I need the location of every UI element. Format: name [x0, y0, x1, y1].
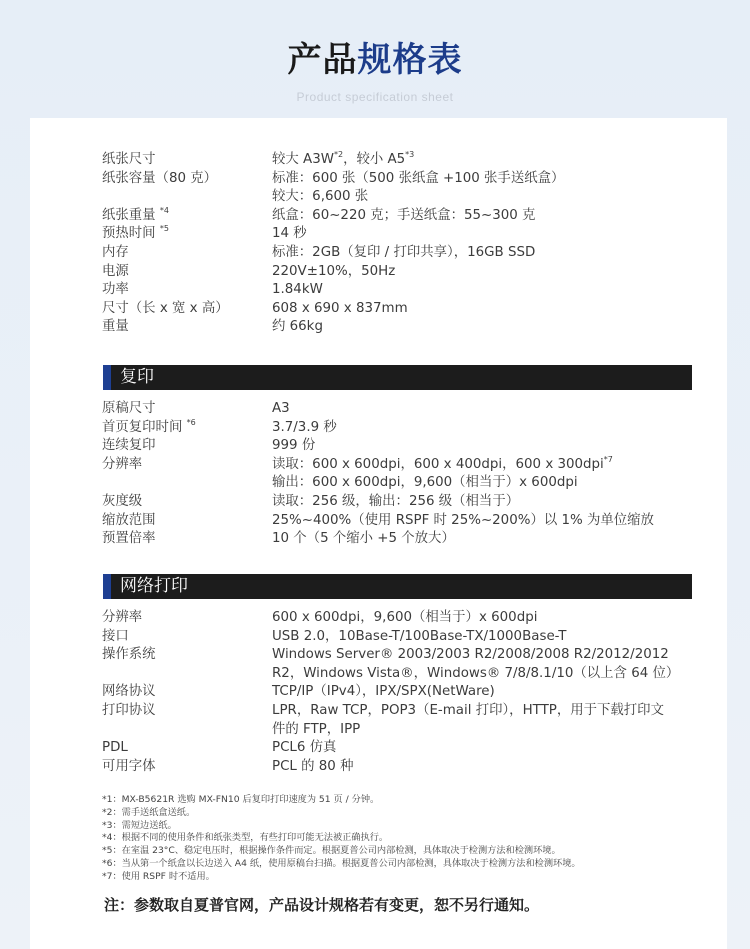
spec-row [102, 530, 702, 549]
spec-label: 连续复印 [102, 438, 156, 454]
spec-value: 220V±10%，50Hz [272, 263, 396, 279]
spec-label [102, 665, 272, 684]
spec-value [272, 151, 692, 170]
spec-row [102, 456, 702, 475]
spec-row [102, 512, 702, 531]
spec-row [102, 437, 702, 456]
page-title [0, 36, 750, 84]
footnote-ref: *3 [405, 150, 415, 159]
spec-value: 件的 FTP，IPP [272, 721, 361, 737]
spec-row [102, 244, 702, 263]
footnote-ref: *6 [186, 417, 196, 427]
spec-value-text: 读取：600 x 600dpi，600 x 400dpi，600 x 300dpi [272, 456, 604, 472]
page-title-part2: 规格表 [357, 40, 463, 80]
spec-label [102, 188, 272, 207]
spec-label: 网络协议 [102, 684, 156, 700]
footnote: *5：在室温 23°C、稳定电压时，根据操作条件而定。根据夏普公司内部检测，具体取决于检测方法和检测环境。 [102, 845, 561, 857]
spec-label: 操作系统 [102, 647, 156, 663]
spec-row [102, 702, 702, 721]
print-specs [102, 609, 702, 776]
spec-value: LPR，Raw TCP，POP3（E-mail 打印），HTTP，用于下载打印文 [272, 702, 664, 718]
footnote: *6：当从第一个纸盒以长边送入 A4 纸，使用原稿台扫描。根据夏普公司内部检测，具体取决于检测方法和检测环境。 [102, 857, 581, 869]
footnotes [102, 794, 702, 884]
spec-value: 3.7/3.9 秒 [272, 419, 337, 435]
spec-label: 可用字体 [102, 758, 156, 774]
spec-label: 接口 [102, 628, 129, 644]
spec-label: 内存 [102, 244, 129, 260]
footnote-ref: *4 [159, 205, 169, 215]
spec-row [102, 665, 702, 684]
spec-value: USB 2.0，10Base-T/100Base-TX/1000Base-T [272, 628, 567, 644]
footnote: *2：需手送纸盒送纸。 [102, 806, 196, 818]
general-specs [102, 151, 702, 337]
spec-value-text: 较大 A3W [272, 152, 334, 167]
section-heading-copy: 复印 [103, 365, 692, 390]
spec-value: Windows Server® 2003/2003 R2/2008/2008 R2/2012/2012 [272, 647, 669, 663]
spec-label [102, 207, 272, 226]
spec-value: 600 x 600dpi，9,600（相当于）x 600dpi [272, 610, 538, 625]
spec-value: PCL6 仿真 [272, 740, 337, 756]
spec-value: A3 [272, 401, 290, 416]
spec-value: 608 x 690 x 837mm [272, 300, 408, 316]
page-subtitle: Product specification sheet [296, 90, 454, 104]
footnote: *4：根据不同的使用条件和纸张类型，有些打印可能无法被正确执行。 [102, 832, 389, 844]
spec-label: 分辨率 [102, 610, 143, 625]
spec-value: 标准：2GB（复印 / 打印共享），16GB SSD [272, 244, 536, 260]
spec-label: 分辨率 [102, 456, 143, 472]
spec-row [102, 225, 702, 244]
spec-label: 原稿尺寸 [102, 401, 156, 416]
spec-row [102, 188, 702, 207]
spec-row [102, 170, 702, 189]
spec-label: 功率 [102, 282, 129, 298]
spec-label: 打印协议 [102, 702, 156, 718]
spec-row [102, 646, 702, 665]
spec-row [102, 474, 702, 493]
spec-label: 纸张容量（80 克） [102, 170, 218, 186]
spec-value: 较大：6,600 张 [272, 189, 369, 205]
spec-row [102, 318, 702, 337]
spec-value: 约 66kg [272, 319, 323, 335]
spec-value: 25%~400%（使用 RSPF 时 25%~200%）以 1% 为单位缩放 [272, 512, 654, 528]
footnote: *7：使用 RSPF 时不适用。 [102, 870, 215, 882]
spec-label: 预置倍率 [102, 531, 156, 547]
spec-value: 14 秒 [272, 226, 307, 242]
spec-label-text: 纸张重量 [102, 207, 156, 223]
spec-value: R2，Windows Vista®，Windows® 7/8/8.1/10（以上含 64 位） [272, 665, 680, 681]
spec-row [102, 151, 702, 170]
spec-row [102, 400, 702, 419]
spec-value: PCL 的 80 种 [272, 758, 354, 774]
spec-value: 1.84kW [272, 282, 323, 298]
spec-label: 灰度级 [102, 493, 143, 509]
spec-label: 尺寸（长 x 宽 x 高） [102, 300, 229, 316]
spec-row [102, 281, 702, 300]
spec-row [102, 300, 702, 319]
spec-label [102, 419, 272, 438]
copy-specs [102, 400, 702, 549]
spec-row [102, 758, 702, 777]
spec-value: 纸盒：60~220 克；手送纸盒：55~300 克 [272, 207, 536, 223]
spec-label: 纸张尺寸 [102, 152, 156, 167]
spec-row [102, 721, 702, 740]
spec-value: 输出：600 x 600dpi，9,600（相当于）x 600dpi [272, 475, 578, 491]
page-header [0, 36, 750, 104]
spec-label: PDL [102, 740, 128, 756]
footnote: *1：MX-B5621R 选购 MX-FN10 后复印打印速度为 51 页 / 分钟。 [102, 794, 380, 805]
spec-value: 999 份 [272, 438, 316, 454]
spec-label [102, 225, 272, 244]
spec-label [102, 474, 272, 493]
spec-label-text: 首页复印时间 [102, 419, 183, 435]
spec-label: 重量 [102, 319, 129, 335]
spec-row [102, 683, 702, 702]
footnote: *3：需短边送纸。 [102, 819, 177, 831]
spec-label: 缩放范围 [102, 512, 156, 528]
disclaimer-note: 注：参数取自夏普官网，产品设计规格若有变更，恕不另行通知。 [104, 896, 540, 914]
spec-row [102, 419, 702, 438]
spec-value: 读取：256 级，输出：256 级（相当于） [272, 493, 520, 509]
spec-label-text: 预热时间 [102, 226, 156, 242]
spec-value: TCP/IP（IPv4），IPX/SPX(NetWare) [272, 684, 495, 700]
spec-row [102, 628, 702, 647]
spec-value [272, 456, 692, 475]
spec-row [102, 493, 702, 512]
page-title-part1: 产品 [287, 40, 358, 80]
section-heading-network-print: 网络打印 [103, 574, 692, 599]
footnote-ref: *2 [333, 150, 344, 159]
spec-card [30, 118, 727, 949]
spec-value-tail: ，较小 A5 [343, 152, 406, 167]
spec-row [102, 739, 702, 758]
spec-value: 标准：600 张（500 张纸盒 +100 张手送纸盒） [272, 170, 565, 186]
footnote-ref: *7 [603, 454, 613, 464]
spec-label: 电源 [102, 263, 129, 279]
footnote-ref: *5 [159, 224, 169, 234]
spec-value: 10 个（5 个缩小 +5 个放大） [272, 531, 455, 547]
spec-row [102, 263, 702, 282]
spec-row [102, 609, 702, 628]
spec-label [102, 721, 272, 740]
spec-row [102, 207, 702, 226]
